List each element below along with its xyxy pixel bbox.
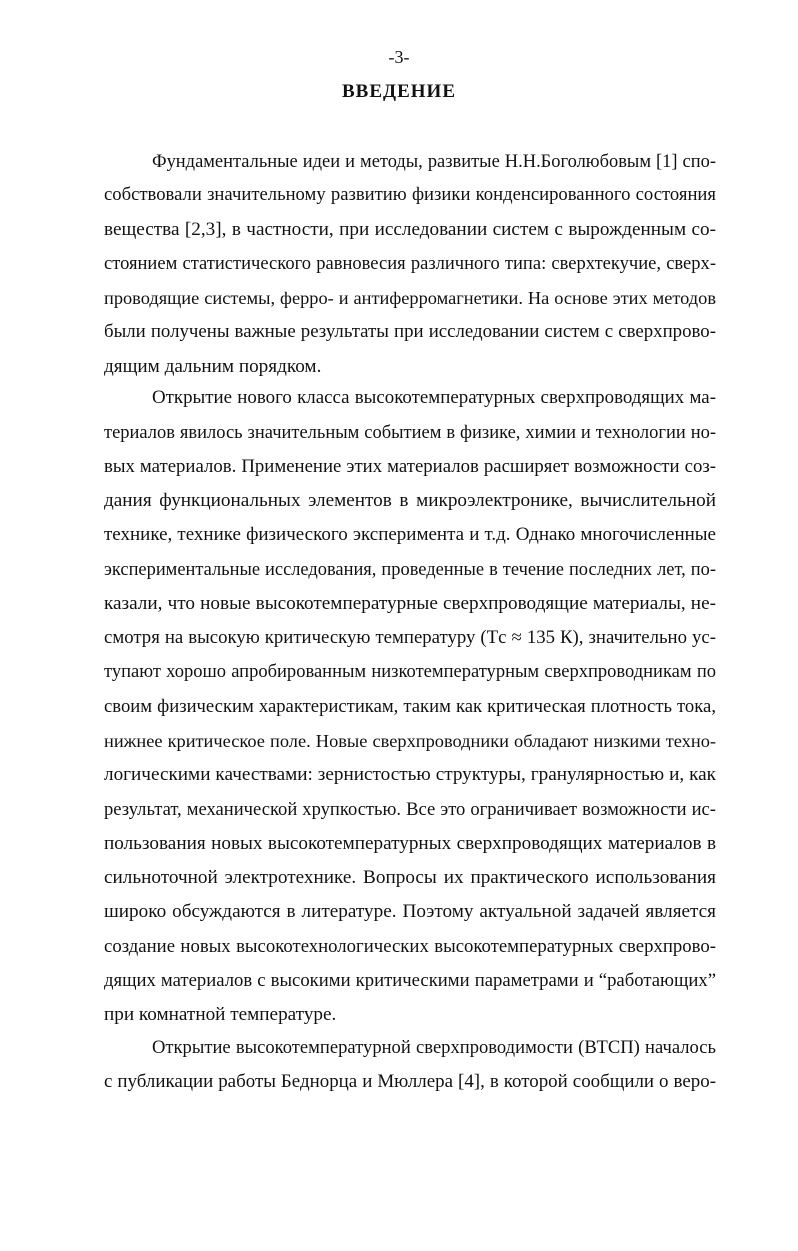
- text-line: Открытие высокотемпературной сверхпроводимости (ВТСП) началось: [152, 1037, 716, 1058]
- paragraph-2: [104, 381, 716, 1033]
- text-line: вых материалов. Применение этих материалов расширяет возможности соз-: [104, 455, 716, 477]
- text-line: вещества [2,3], в частности, при исследовании систем с вырожденным со-: [104, 218, 716, 240]
- text-line: собствовали значительному развитию физики конденсированного состояния: [104, 184, 716, 206]
- text-line: сильноточной электротехнике. Вопросы их практического использования: [104, 867, 716, 889]
- paragraph-1: [104, 144, 716, 384]
- text-line: своим физическим характеристикам, таким как критическая плотность тока,: [104, 695, 716, 717]
- page-number: -3-: [388, 47, 410, 67]
- text-line: Фундаментальные идеи и методы, развитые Н.Н.Боголюбовым [1] спо-: [152, 151, 716, 171]
- text-line: казали, что новые высокотемпературные сверхпроводящие материалы, не-: [104, 592, 716, 614]
- text-line: териалов явилось значительным событием в физике, химии и технологии но-: [104, 422, 716, 443]
- text-line: с публикации работы Беднорца и Мюллера [4], в которой сообщили о веро-: [104, 1071, 716, 1093]
- text-line: проводящие системы, ферро- и антиферромагнетики. На основе этих методов: [104, 288, 716, 309]
- text-line: нижнее критическое поле. Новые сверхпроводники обладают низкими техно-: [104, 730, 716, 751]
- text-line: пользования новых высокотемпературных сверхпроводящих материалов в: [104, 832, 716, 854]
- text-line: дящим дальним порядком.: [104, 355, 322, 377]
- text-line: смотря на высокую критическую температуру (Tс ≈ 135 К), значительно ус-: [104, 627, 716, 649]
- text-line: Открытие нового класса высокотемпературных сверхпроводящих ма-: [152, 387, 716, 408]
- text-line: дящих материалов с высокими критическими параметрами и “работающих”: [104, 970, 716, 992]
- text-line: экспериментальные исследования, проведенные в течение последних лет, по-: [104, 559, 716, 580]
- text-line: стоянием статистического равновесия различного типа: сверхтекучие, сверх-: [104, 252, 716, 274]
- text-line: дания функциональных элементов в микроэлектронике, вычислительной: [104, 489, 716, 511]
- paragraph-3: [104, 1031, 716, 1100]
- text-line: логическими качествами: зернистостью структуры, гранулярностью и, как: [104, 764, 716, 786]
- text-line: результат, механической хрупкостью. Все это ограничивает возможности ис-: [104, 798, 716, 820]
- text-line: тупают хорошо апробированным низкотемпературным сверхпроводникам по: [104, 661, 716, 683]
- section-title: ВВЕДЕНИЕ: [342, 81, 456, 102]
- text-line: широко обсуждаются в литературе. Поэтому актуальной задачей является: [104, 901, 716, 923]
- text-line: были получены важные результаты при исследовании систем с сверхпрово-: [104, 321, 716, 343]
- text-line: технике, технике физического эксперимента и т.д. Однако многочисленные: [104, 524, 716, 546]
- text-line: при комнатной температуре.: [104, 1004, 337, 1026]
- text-line: создание новых высокотехнологических высокотемпературных сверхпрово-: [104, 935, 716, 957]
